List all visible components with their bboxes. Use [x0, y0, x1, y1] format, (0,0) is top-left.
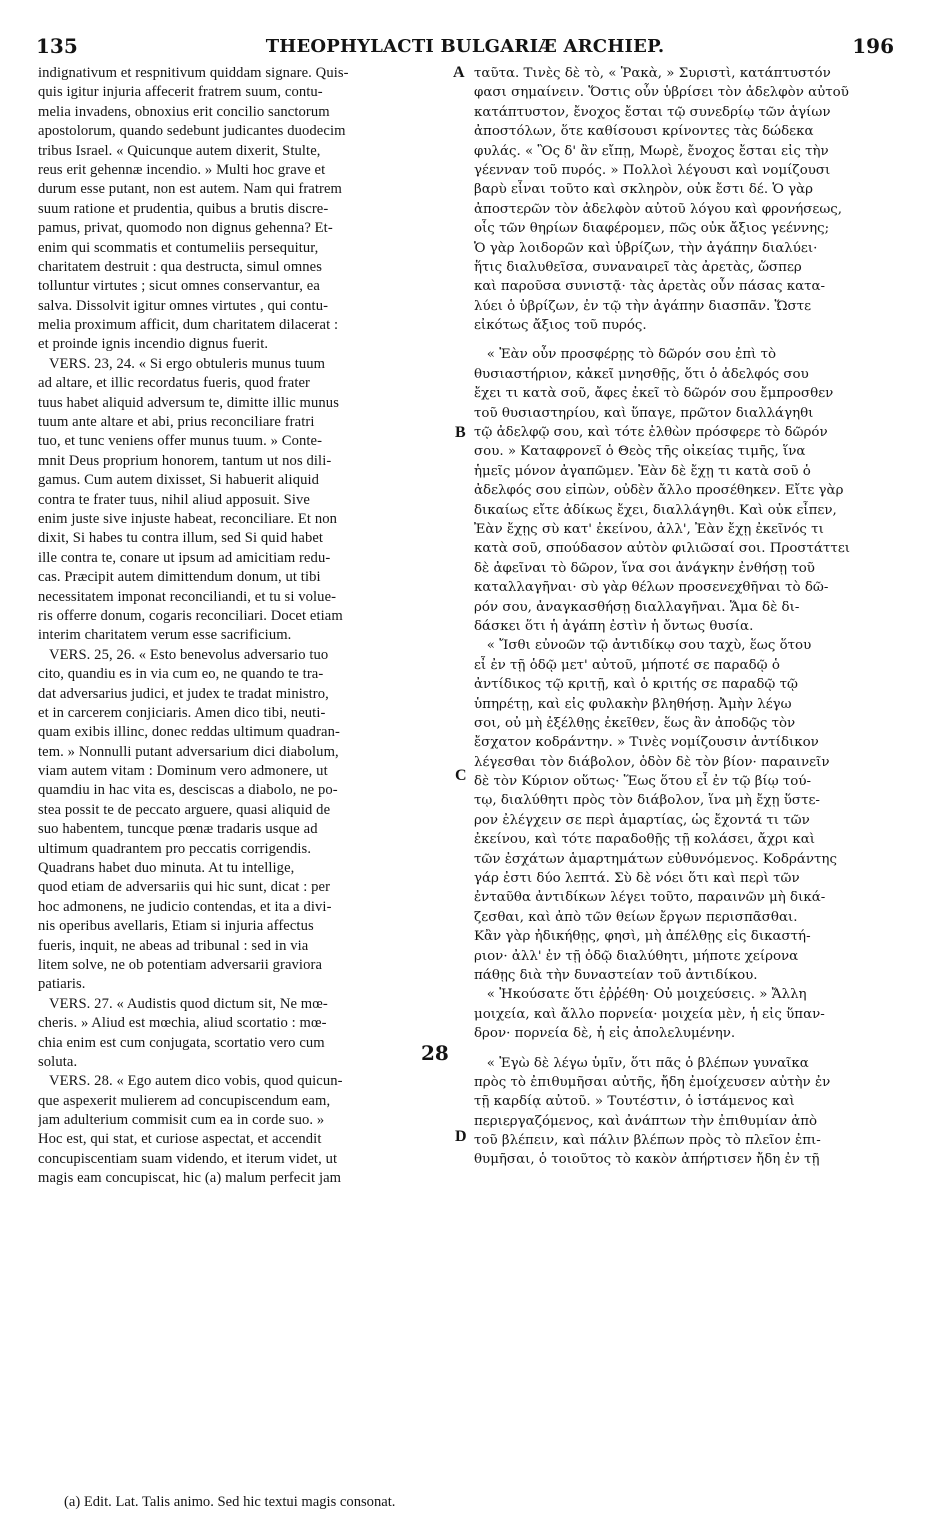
margin-letter-a: A: [453, 64, 465, 81]
greek-text-line: θυσιαστήριον, κἀκεῖ μνησθῇς, ὅτι ὁ ἀδελφός σου: [474, 366, 809, 382]
latin-text-line: melia proximum afficit, dum charitatem dilacerat :: [38, 317, 339, 334]
latin-text-line: hoc admonens, ne judicio contendas, et ita a divi-: [38, 898, 332, 915]
latin-text-line: durum esse putant, non est autem. Nam qui fratrem: [38, 181, 342, 198]
greek-text-line: περιεργαζόμενος, καὶ ἀνάπτων τὴν ἐπιθυμίαν ἀπὸ: [474, 1113, 818, 1129]
greek-text-line: σοι, οὐ μὴ ἐξέλθῃς ἐκεῖθεν, ἕως ἂν ἀποδῷς τὸν: [474, 715, 796, 731]
latin-text-line: dat adversarius judici, et judex te tradat ministro,: [38, 685, 329, 702]
latin-text-line: tribus Israel. « Quicunque autem dixerit, Stulte,: [38, 142, 321, 159]
latin-text-line: ultimum quadrantem pro peccatis corrigendis.: [38, 840, 312, 857]
greek-text-line: « Ἴσθι εὐνοῶν τῷ ἀντιδίκῳ σου ταχὺ, ἕως ὅτου: [474, 638, 812, 654]
greek-text-line: εἶ ἐν τῇ ὁδῷ μετ' αὐτοῦ, μήποτέ σε παραδῷ ὁ: [474, 657, 780, 673]
latin-text-line: mnit Deus proprium honorem, tantum ut nos dili-: [38, 452, 332, 469]
greek-text-line: τοῦ θυσιαστηρίου, καὶ ὕπαγε, πρῶτον διαλλάγηθι: [474, 405, 814, 421]
greek-text-line: ἐκείνου, καὶ τότε παραδοθῇς τῇ κολάσει, ἄχρι καὶ: [474, 832, 815, 848]
greek-text-line: θυμῆσαι, ὁ τοιοῦτος τὸ κακὸν ἀπήρτισεν ἤδη ἐν τῇ: [474, 1152, 820, 1168]
latin-text-line: cito, quandiu es in via cum eo, ne quando te tra-: [38, 666, 324, 683]
greek-text-line: φασι σημαίνειν. Ὅστις οὖν ὑβρίσει τὸν ἀδελφὸν αὐτοῦ: [474, 85, 849, 101]
latin-text-line: salva. Dissolvit igitur omnes virtutes , qui contu-: [38, 297, 329, 314]
latin-text-line: tem. » Nonnulli putant adversarium dici diabolum,: [38, 743, 339, 760]
margin-letter-c: C: [455, 767, 467, 784]
latin-text-line: pamus, privat, quomodo non dignus gehenna? Et-: [38, 220, 333, 237]
latin-text-line: Hoc est, qui stat, et curiose aspectat, et accendit: [38, 1131, 322, 1148]
latin-text-line: tolluntur virtutes ; sicut omnes conservantur, ea: [38, 278, 320, 295]
greek-text-line: καὶ παροῦσα συνιστᾷ· τὰς ἀρετὰς οὖν πάσας κατα-: [474, 279, 826, 295]
latin-text-line: quam exibis illinc, donec reddas ultimum quadran-: [38, 724, 340, 741]
greek-text-line: μοιχεία, καὶ ἄλλο πορνεία· μοιχεία μὲν, ἡ εἰς ὕπαν-: [474, 1006, 825, 1022]
greek-text-line: ἀδελφός σου εἰπὼν, οὐδὲν ἄλλο προσέθηκεν. Εἴτε γὰρ: [474, 483, 844, 499]
greek-text-line: πρὸς τὸ ἐπιθυμῆσαι αὐτῆς, ἤδη ἐμοίχευσεν αὐτὴν ἐν: [474, 1074, 831, 1090]
latin-text-line: enim juste sive injuste habeat, reconciliare. Et non: [38, 510, 338, 527]
greek-text-line: ὑπηρέτῃ, καὶ εἰς φυλακὴν βληθήσῃ. Ἀμὴν λέγω: [474, 696, 792, 712]
latin-text-line: VERS. 25, 26. « Esto benevolus adversario tuo: [38, 646, 329, 663]
greek-text-line: βαρὺ εἶναι τοῦτο καὶ σκληρὸν, οὐκ ἔστι δέ. Ὁ γὰρ: [474, 182, 814, 198]
latin-text-line: et in carcerem conjiciaris. Amen dico tibi, neuti-: [38, 704, 326, 721]
latin-text-line: viam autem vitam : Dominum vero admonere, ut: [38, 763, 328, 780]
greek-text-line: ἀντίδικος τῷ κριτῇ, καὶ ὁ κριτής σε παραδῷ τῷ: [474, 677, 798, 693]
greek-text-line: τῇ καρδίᾳ αὐτοῦ. » Τουτέστιν, ὁ ἱστάμενος καὶ: [474, 1094, 795, 1110]
latin-text-line: cas. Præcipit autem dimittendum donum, ut tibi: [38, 569, 321, 586]
latin-text-line: fueris, inquit, ne abeas ad tribunal : sed in via: [38, 937, 309, 954]
latin-text-line: chia enim est cum conjugata, scortatio vero cum: [38, 1034, 325, 1051]
greek-text-line: γέενναν τοῦ πυρός. » Πολλοὶ λέγουσι καὶ νομίζουσι: [474, 162, 831, 178]
page-number-left: 135: [36, 34, 78, 58]
greek-text-line: δικαίως εἴτε ἀδίκως ἔχει, διαλλάγηθι. Καὶ οὐκ εἶπεν,: [474, 502, 837, 518]
latin-text-line: indignativum et respnitivum quiddam signare. Quis-: [38, 65, 349, 81]
latin-text-line: ris offerre donum, cogaris reconciliari. Docet etiam: [38, 607, 343, 624]
margin-letter-b: B: [455, 424, 466, 441]
greek-text-line: σου. » Καταφρονεῖ ὁ Θεὸς τῆς οἰκείας τιμῆς, ἵνα: [474, 444, 806, 460]
greek-text-line: Ὁ γὰρ λοιδορῶν καὶ ὑβρίζων, τὴν ἀγάπην διαλύει·: [474, 240, 818, 256]
greek-text-line: λύει ὁ ὑβρίζων, ἐν τῷ τὴν ἀγάπην διασπᾶν. Ὥστε: [474, 298, 812, 314]
greek-text-line: ἥτις διαλυθεῖσα, συναναιρεῖ τὰς ἀρετὰς, ὥσπερ: [474, 259, 802, 275]
latin-text-line: que aspexerit mulierem ad concupiscendum eam,: [38, 1092, 331, 1109]
latin-text-line: VERS. 28. « Ego autem dico vobis, quod quicun-: [38, 1073, 343, 1090]
latin-text-line: tuum ante altare et abi, prius reconciliare fratri: [38, 414, 315, 431]
latin-text-line: melia invadens, obnoxius erit concilio sanctorum: [38, 103, 330, 120]
latin-text-line: VERS. 23, 24. « Si ergo obtuleris munus tuum: [38, 355, 326, 372]
greek-text-line: [474, 1044, 892, 1054]
greek-text-line: ἀποστόλων, ὅτε καθίσουσι κρίνοντες τὰς δώδεκα: [474, 124, 814, 140]
latin-text-line: reus erit gehennæ incendio. » Multi hoc grave et: [38, 161, 326, 178]
greek-text-line: καταλλαγῆναι· σὺ γὰρ θέλων προσενεχθῆναι τὸ δῶ-: [474, 580, 829, 596]
latin-text-line: tuo, et tunc veniens offer munus tuum. » Conte-: [38, 433, 323, 450]
latin-text-line: magis eam concupiscat, hic (a) malum perfecit jam: [38, 1170, 342, 1187]
greek-text-line: κατὰ σοῦ, σπούδασον αὐτὸν φιλιῶσαί σοι. Προστάττει: [474, 541, 851, 557]
column-number-marker: 28: [421, 1041, 449, 1065]
latin-text-line: et proinde ignis incendio dignus fuerit.: [38, 336, 269, 353]
greek-text-line: οἷς τῶν θηρίων διαφέρομεν, πῶς οὐκ ἄξιος γεέννης;: [474, 221, 830, 237]
margin-letter-d: D: [455, 1128, 467, 1145]
greek-text-line: δὲ ἀφεῖναι τὸ δῶρον, ἵνα σοι ἀνάγκην ἐνθήσῃ τοῦ: [474, 560, 815, 576]
greek-text-line: τῶν ἐσχάτων ἁμαρτημάτων εὐθυνόμενος. Κοδράντης: [474, 851, 837, 867]
greek-text-line: ρον ἐλέγχειν σε περὶ ἁμαρτίας, ὡς ἔχοντά τι τῶν: [474, 812, 810, 828]
latin-text-line: contra te frater tuus, nihil aliud apposuit. Sive: [38, 491, 310, 508]
latin-text-line: apostolorum, quando sedebunt judicantes duodecim: [38, 123, 346, 140]
running-header: [36, 34, 894, 64]
latin-text-line: charitatem destruit : qua destructa, simul omnes: [38, 258, 323, 275]
latin-text-line: concupiscentiam suam videndo, et iterum videt, ut: [38, 1150, 338, 1167]
latin-text-line: interim charitatem verum esse sacrificium.: [38, 627, 292, 644]
greek-text-line: κατάπτυστον, ἔνοχος ἔσται τῷ συνεδρίῳ τῶν ἁγίων: [474, 104, 831, 120]
greek-text-line: τῷ ἀδελφῷ σου, καὶ τότε ἐλθὼν πρόσφερε τὸ δῶρόν: [474, 425, 828, 441]
greek-text-line: τοῦ βλέπειν, καὶ πάλιν βλέπων πρὸς τὸ πλεῖον ἐπι-: [474, 1133, 821, 1149]
latin-text-line: dixit, Si habes tu contra illum, sed Si quid habet: [38, 530, 324, 547]
greek-text-line: ταῦτα. Τινὲς δὲ τὸ, « Ῥακὰ, » Συριστὶ, κατάπτυστόν: [474, 66, 831, 81]
greek-text-line: ἀποστερῶν τὸν ἀδελφὸν αὐτοῦ λόγου καὶ φρονήσεως,: [474, 201, 843, 217]
latin-text-line: suo habentem, tuncque pœnæ tradaris usque ad: [38, 821, 318, 838]
latin-text-line: tuus habet aliquid adversum te, dimitte illic munus: [38, 394, 339, 411]
latin-text-line: litem solve, ne ob potentiam adversarii graviora: [38, 956, 323, 973]
latin-text-line: necessitatem imponat reconciliandi, et tu si volue-: [38, 588, 337, 605]
latin-text-line: stea possit te de peccato arguere, quasi aliquid de: [38, 801, 331, 818]
greek-text-line: « Ἐὰν οὖν προσφέρῃς τὸ δῶρόν σου ἐπὶ τὸ: [474, 347, 777, 363]
greek-text-line: φυλάς. « Ὃς δ' ἂν εἴπῃ, Μωρὲ, ἔνοχος ἔσται εἰς τὴν: [474, 143, 829, 159]
greek-text-line: ρόν σου, ἀναγκασθήσῃ διαλλαγῆναι. Ἅμα δὲ δι-: [474, 599, 800, 615]
greek-text-line: [474, 335, 892, 345]
latin-text-line: VERS. 27. « Audistis quod dictum sit, Ne mœ-: [38, 995, 328, 1012]
page-number-right: 196: [852, 34, 894, 58]
greek-text-line: « Ἐγὼ δὲ λέγω ὑμῖν, ὅτι πᾶς ὁ βλέπων γυναῖκα: [474, 1055, 809, 1071]
latin-text-line: soluta.: [38, 1053, 78, 1070]
greek-text-line: ἔχει τι κατὰ σοῦ, ἄφες ἐκεῖ τὸ δῶρόν σου ἔμπροσθεν: [474, 386, 834, 402]
latin-column: [38, 64, 450, 1189]
greek-text-line: πάθῃς διὰ τὴν δυναστείαν τοῦ ἀντιδίκου.: [474, 967, 758, 983]
latin-text-line: jam adulterium commisit cum ea in corde suo. »: [38, 1112, 325, 1129]
latin-text-line: Quadrans habet duo minuta. At tu intellige,: [38, 860, 295, 877]
latin-text-line: patiaris.: [38, 976, 86, 993]
greek-text-line: Ἐὰν ἔχῃς σὺ κατ' ἐκείνου, ἀλλ', Ἐὰν ἔχῃ ἐκεῖνός τι: [474, 521, 824, 537]
greek-text-line: ἐνταῦθα ἀντιδίκων λέγει τοῦτο, παραινῶν μὴ δικά-: [474, 890, 826, 906]
latin-text-line: ad altare, et illic recordatus fueris, quod frater: [38, 375, 311, 392]
greek-column: [474, 64, 892, 1170]
latin-text-line: quamdiu in hac vita es, desciscas a diabolo, ne po-: [38, 782, 338, 799]
greek-text-line: Κἂν γὰρ ἠδικήθῃς, φησὶ, μὴ ἀπέλθῃς εἰς δικαστή-: [474, 929, 811, 945]
latin-text-line: quod etiam de adversariis qui hic sunt, dicat : per: [38, 879, 331, 896]
greek-text-line: δὲ τὸν Κύριον οὕτως· Ἕως ὅτου εἶ ἐν τῷ βίῳ τού-: [474, 774, 812, 790]
greek-text-line: λέγεσθαι τὸν διάβολον, ὁδὸν δὲ τὸν βίον· παραινεῖν: [474, 754, 830, 770]
greek-text-line: τῳ, διαλύθητι πρὸς τὸν διάβολον, ἵνα μὴ ἔχῃ ὕστε-: [474, 793, 820, 809]
latin-text-line: enim qui scommatis et contumeliis persequitur,: [38, 239, 319, 256]
greek-text-line: ἔσχατον κοδράντην. » Τινὲς νομίζουσιν ἀντίδικον: [474, 735, 819, 751]
greek-text-line: εἰκότως ἄξιος τοῦ πυρός.: [474, 318, 647, 334]
latin-text-line: suum ratione et prudentia, quibus a brutis discre-: [38, 200, 329, 217]
latin-text-line: nis operibus avellaris, Etiam si injuria affectus: [38, 918, 314, 935]
greek-text-line: δάσκει ὅτι ἡ ἀγάπη ἐστὶν ἡ ὄντως θυσία.: [474, 618, 754, 634]
greek-text-line: ἡμεῖς μόνον ἀγαπῶμεν. Ἐὰν δὲ ἔχῃ τι κατὰ σοῦ ὁ: [474, 463, 811, 479]
greek-text-line: ριον· ἀλλ' ἐν τῇ ὁδῷ διαλύθητι, μήποτε χείρονα: [474, 948, 799, 964]
running-title: THEOPHYLACTI BULGARIÆ ARCHIEP.: [265, 36, 665, 57]
latin-text-line: ille contra te, conare ut ipsum ad amicitiam redu-: [38, 549, 331, 566]
footnote: (a) Edit. Lat. Talis animo. Sed hic textui magis consonat.: [64, 1494, 396, 1510]
greek-text-line: ζεσθαι, καὶ ἀπὸ τῶν θείων ἔργων περισπᾶσθαι.: [474, 909, 798, 925]
greek-text-line: « Ἠκούσατε ὅτι ἐῤῥέθη· Οὐ μοιχεύσεις. » Ἄλλη: [474, 987, 807, 1003]
latin-text-line: cheris. » Aliud est mœchia, aliud scortatio : mœ-: [38, 1015, 327, 1032]
latin-text-line: gamus. Cum autem dixisset, Si habuerit aliquid: [38, 472, 320, 489]
greek-text-line: δρον· πορνεία δὲ, ἡ εἰς ἀπολελυμένην.: [474, 1026, 736, 1042]
greek-text-line: γάρ ἐστι δύο λεπτά. Σὺ δὲ νόει ὅτι καὶ περὶ τῶν: [474, 871, 800, 887]
latin-text-line: quis igitur injuria affecerit fratrem suum, contu-: [38, 84, 323, 101]
